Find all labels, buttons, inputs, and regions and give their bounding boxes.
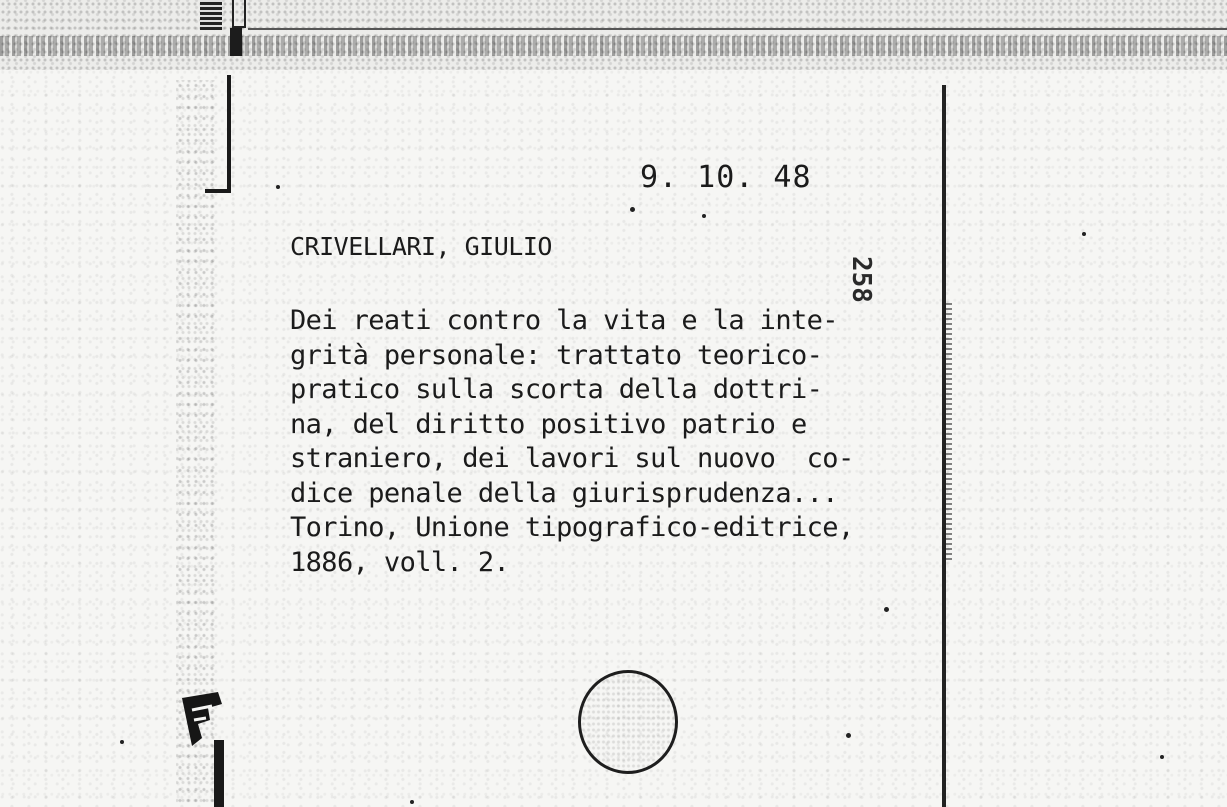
catalog-date: 9. 10. 48 (640, 160, 812, 195)
card-left-edge (227, 75, 231, 193)
ink-speck (884, 607, 889, 612)
clip-post (232, 0, 246, 28)
description-line: grità personale: trattato teorico- (290, 339, 823, 371)
card-right-wear (946, 300, 952, 560)
ink-speck (120, 740, 124, 744)
card-stub-post (214, 740, 224, 807)
bibliographic-description (290, 304, 854, 580)
ink-speck (702, 214, 706, 218)
ink-speck (1082, 232, 1086, 236)
shelfmark-number: 258 (846, 256, 876, 303)
top-edge-strip (0, 0, 1227, 70)
description-line: Torino, Unione tipografico-editrice, (290, 512, 854, 543)
description-line: 1886, voll. 2. (290, 546, 510, 578)
description-line: pratico sulla scorta della dottri- (290, 374, 823, 405)
shelfmark-container (846, 256, 877, 303)
ink-speck (1160, 755, 1164, 759)
clip-hinge (230, 28, 242, 56)
description-line: dice penale della giurisprudenza... (290, 477, 838, 509)
ink-speck (846, 733, 851, 738)
top-rule-line (248, 28, 1227, 30)
ink-speck (410, 800, 414, 804)
card-top-border (0, 36, 1227, 56)
binder-clip-icon (200, 0, 222, 30)
description-line: Dei reati contro la vita e la inte- (290, 305, 838, 336)
author-heading: CRIVELLARI, GIULIO (290, 232, 552, 261)
card-left-corner (205, 189, 231, 193)
description-line: na, del diritto positivo patrio e (290, 408, 807, 440)
ink-speck (630, 207, 635, 212)
description-line: straniero, dei lavori sul nuovo co- (290, 443, 854, 474)
ink-speck (276, 185, 280, 189)
circle-stamp-icon (578, 670, 678, 774)
